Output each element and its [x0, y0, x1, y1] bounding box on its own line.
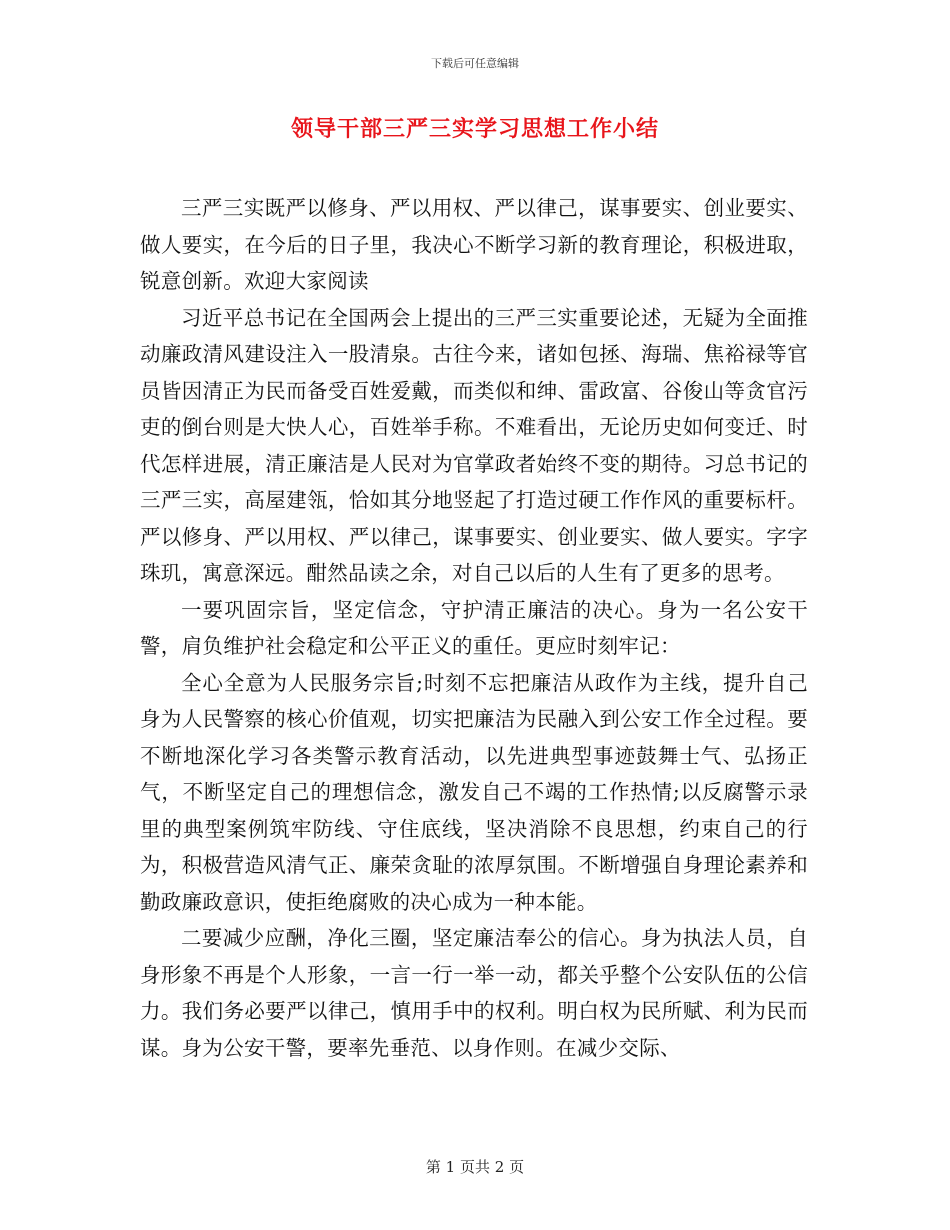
paragraph-point-two: 二要减少应酬，净化三圈，坚定廉洁奉公的信心。身为执法人员，自身形象不再是个人形象，一言一行一举一动，都关乎整个公安队伍的公信力。我们务必要严以律己，慎用手中的权利。明白权为民所赋、利为民而谋。身为公安干警，要率先垂范、以身作则。在减少交际、	[140, 926, 808, 1060]
page-header-note: 下载后可任意编辑	[431, 57, 519, 70]
document-body	[140, 190, 808, 1066]
page-number: 第 1 页共 2 页	[425, 1158, 525, 1176]
document-title: 领导干部三严三实学习思想工作小结	[290, 117, 659, 142]
paragraph-intro: 三严三实既严以修身、严以用权、严以律己，谋事要实、创业要实、做人要实，在今后的日子里，我决心不断学习新的教育理论，积极进取，锐意创新。欢迎大家阅读	[140, 196, 808, 293]
paragraph-point-one: 一要巩固宗旨，坚定信念，守护清正廉洁的决心。身为一名公安干警，肩负维护社会稳定和公平正义的重任。更应时刻牢记：	[140, 597, 808, 658]
paragraph-context: 习近平总书记在全国两会上提出的三严三实重要论述，无疑为全面推动廉政清风建设注入一股清泉。古往今来，诸如包拯、海瑞、焦裕禄等官员皆因清正为民而备受百姓爱戴，而类似和绅、雷政富、谷俊山等贪官污吏的倒台则是大快人心，百姓举手称。不难看出，无论历史如何变迁、时代怎样进展，清正廉洁是人民对为官掌政者始终不变的期待。习总书记的三严三实，高屋建瓴，恰如其分地竖起了打造过硬工作作风的重要标杆。严以修身、严以用权、严以律己，谋事要实、创业要实、做人要实。字字珠玑，寓意深远。酣然品读之余，对自己以后的人生有了更多的思考。	[140, 305, 808, 585]
paragraph-point-one-detail: 全心全意为人民服务宗旨;时刻不忘把廉洁从政作为主线，提升自己身为人民警察的核心价值观，切实把廉洁为民融入到公安工作全过程。要不断地深化学习各类警示教育活动，以先进典型事迹鼓舞士气、弘扬正气，不断坚定自己的理想信念，激发自己不竭的工作热情;以反腐警示录里的典型案例筑牢防线、守住底线，坚决消除不良思想，约束自己的行为，积极营造风清气正、廉荣贪耻的浓厚氛围。不断增强自身理论素养和勤政廉政意识，使拒绝腐败的决心成为一种本能。	[140, 670, 808, 914]
